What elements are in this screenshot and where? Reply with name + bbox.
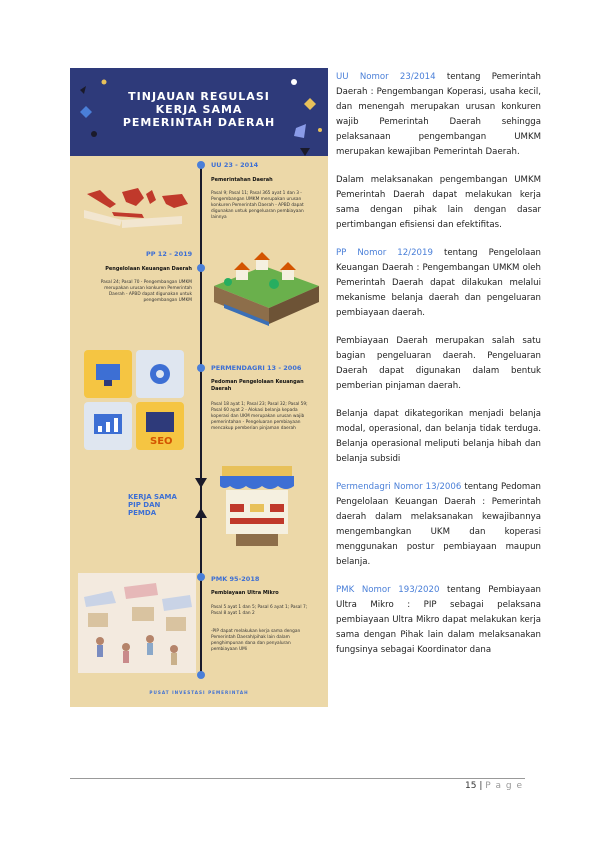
- tile-seo: [136, 402, 184, 450]
- body-text-column: [336, 70, 541, 671]
- paragraph-pp-text: tentang Pengelolaan Keuangan Daerah : Pengembangan UMKM oleh Pemerintah Daerah dapat dilakukan melalui mekanisme belanja daerah dan pengeluaran pembiayaan daerah.: [336, 248, 541, 318]
- tile-analytics: [84, 402, 132, 450]
- page-number: [465, 781, 523, 791]
- section-uu-head: UU 23 - 2014: [211, 161, 259, 169]
- section-uu-text: Pasal 9; Pasal 11; Pasal 365 ayat 1 dan 3 - Pengembangan UMKM merupakan urusan konkuren Pemerintah Daerah - APBD dapat digunakan untuk pengeluaran pembiayaan lainnya: [211, 191, 304, 220]
- timeline-dot-5: [197, 671, 205, 679]
- paragraph-pmk: [336, 583, 541, 658]
- title-line-2: KERJA SAMA: [155, 103, 243, 116]
- paragraph-pmk-text: tentang Pembiayaan Ultra Mikro : PIP sebagai pelaksana pembiayaan Ultra Mikro dapat melakukan kerja sama dengan Pihak lain dalam melaksanakan fungsinya sebagai Koordinator dana: [336, 585, 541, 655]
- section-uu-sub: Pemerintahan Daerah: [211, 177, 273, 183]
- timeline-dot-3: [197, 364, 205, 372]
- village-island-illustration: [204, 246, 324, 331]
- title-line-3: PEMERINTAH DAERAH: [122, 116, 276, 129]
- infographic-footer-org: PUSAT INVESTASI PEMERINTAH: [149, 690, 249, 695]
- market-stall-illustration: [212, 460, 302, 550]
- page-number-value: 15: [465, 781, 477, 791]
- ref-pp: PP Nomor 12/2019: [336, 248, 433, 258]
- kerja-sama-label: [128, 493, 198, 517]
- section-pmk-head: PMK 95-2018: [211, 575, 260, 583]
- infographic-banner: [70, 68, 328, 156]
- paragraph-uu-text: tentang Pemerintah Daerah : Pengembangan Koperasi, usaha kecil, dan menengah merupakan urusan konkuren wajib Pemerintah Daerah sehingga pelaksanaan pengembangan UMKM merupakan kewajiban Pemerintah Daerah.: [336, 72, 541, 157]
- indonesia-map-illustration: [82, 180, 192, 230]
- section-permendagri-head: PERMENDAGRI 13 - 2006: [211, 364, 302, 372]
- kerja-line-1: KERJA SAMA: [128, 493, 177, 501]
- street-market-illustration: [78, 573, 196, 673]
- timeline-dot-1: [197, 161, 205, 169]
- section-pp-head: PP 12 - 2019: [146, 250, 193, 258]
- page-label: P a g e: [485, 781, 523, 791]
- section-permendagri-text: Pasal 18 ayat 1; Pasal 23; Pasal 32; Pasal 59; Pasal 60 ayat 2 - Alokasi belanja kepada koperasi dan UKM merupakan urusan wajib pemerintahan - Pengeluaran pembiayaan mencakup pemberian pinjaman daerah: [211, 402, 308, 431]
- kerja-line-3: PEMDA: [128, 509, 157, 517]
- regulation-infographic: [70, 68, 328, 707]
- section-pmk-sub: Pembiayaan Ultra Mikro: [211, 590, 279, 596]
- page-separator: |: [476, 781, 486, 791]
- timeline-dot-4: [197, 573, 205, 581]
- footer-divider: [70, 778, 525, 779]
- ref-uu: UU Nomor 23/2014: [336, 72, 436, 82]
- paragraph-permendagri-text: tentang Pedoman Pengelolaan Keuangan Daerah : Pemerintah daerah dalam melaksanakan kewajibannya mengembangkan UKM dan koperasi menggunakan postur pembiayaan maupun belanja.: [336, 482, 541, 567]
- tile-monitor: [84, 350, 132, 398]
- tile-settings: [136, 350, 184, 398]
- paragraph-uu: [336, 70, 541, 160]
- section-pmk-text-1: Pasal 5 ayat 1 dan 5; Pasal 6 ayat 1; Pasal 7; Pasal 8 ayat 1 dan 2: [211, 605, 308, 616]
- kerja-line-2: PIP DAN: [128, 501, 161, 509]
- section-pmk-text-2: -PIP dapat melakukan kerja sama dengan Pemerintah Daerah/pihak lain dalam penghimpunan dana dan penyaluran pembiayaan UMi: [211, 629, 301, 652]
- paragraph-permendagri: [336, 480, 541, 570]
- title-line-1: TINJAUAN REGULASI: [128, 90, 270, 103]
- ref-pmk: PMK Nomor 193/2020: [336, 585, 440, 595]
- section-pp-sub: Pengelolaan Keuangan Daerah: [105, 266, 192, 272]
- paragraph-pembiayaan: Pembiayaan Daerah merupakan salah satu bagian pengeluaran daerah. Pengeluaran Daerah dapat digunakan dalam bentuk pemberian pinjaman daerah.: [336, 336, 541, 391]
- paragraph-belanja: Belanja dapat dikategorikan menjadi belanja modal, operasional, dan belanja tidak terduga. Belanja operasional meliputi belanja hibah dan belanja subsidi: [336, 409, 541, 464]
- section-permendagri-sub: Pedoman Pengelolaan Keuangan Daerah: [211, 379, 304, 392]
- ref-permendagri: Permendagri Nomor 13/2006: [336, 482, 462, 492]
- seo-label: SEO: [150, 436, 173, 447]
- section-pp-text: Pasal 24; Pasal 70 - Pengembangan UMKM merupakan urusan konkuren Pemerintah Daerah - APBD dapat digunakan untuk pengembangan UMKM: [100, 280, 192, 303]
- paragraph-kerja-sama: Dalam melaksanakan pengembangan UMKM Pemerintah Daerah dapat melakukan kerja sama dengan pihak lain dengan dasar pertimbangan efisiensi dan efektifitas.: [336, 175, 541, 230]
- timeline-line: [200, 166, 202, 676]
- banner-decorations: [70, 68, 328, 156]
- paragraph-pp: [336, 246, 541, 321]
